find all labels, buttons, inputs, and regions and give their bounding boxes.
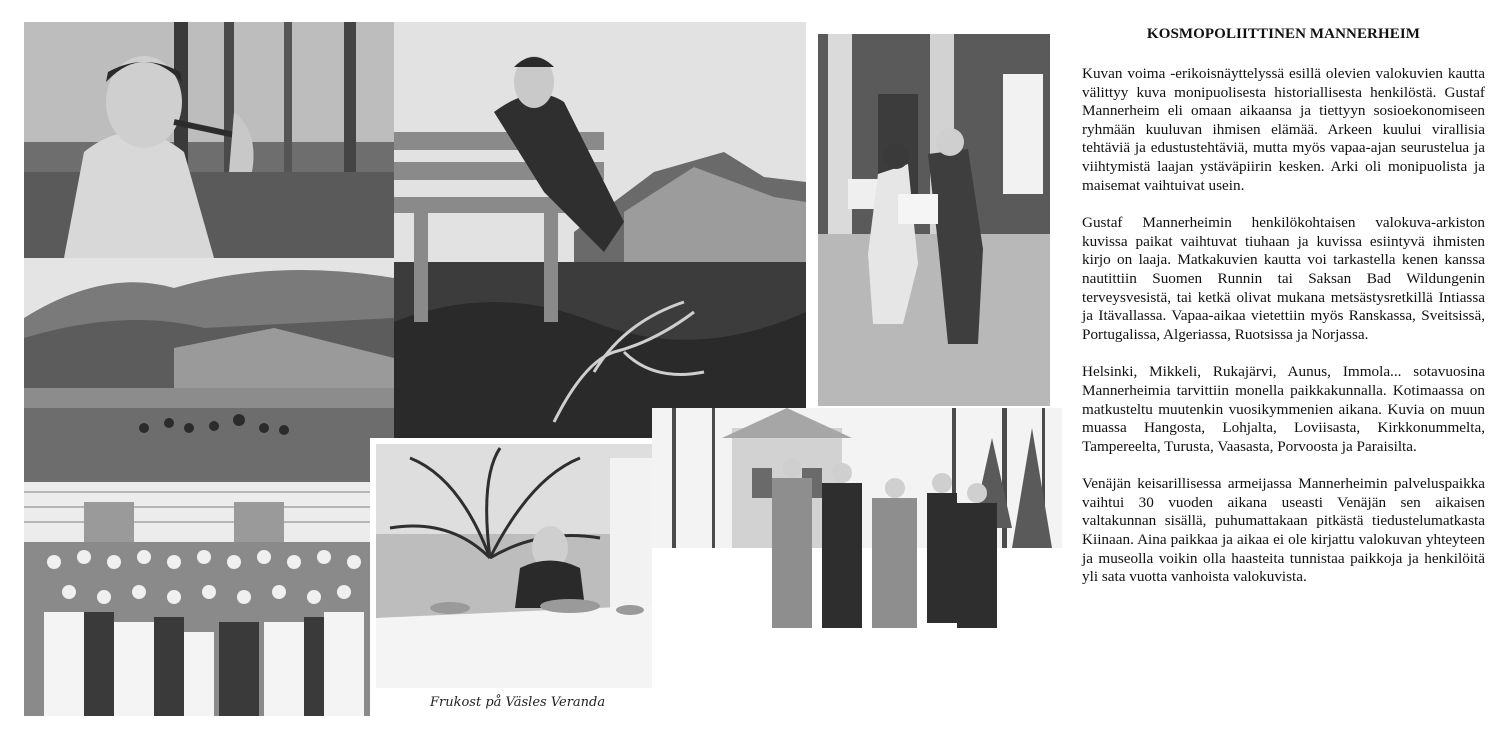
- article-title: KOSMOPOLIITTINEN MANNERHEIM: [1146, 26, 1421, 42]
- photo-man-on-bench-mountains: [394, 22, 806, 438]
- photo-group-portrait: [24, 482, 370, 716]
- photo-seaside-swimmers: [24, 258, 394, 482]
- article-paragraph-1: Kuvan voima -erikoisnäyttelyssä esillä olevien valokuvien kautta välittyy kuva monipuolisesta historiallisesta henkilöstä. Gustaf Mannerheim eli omaan aikaansa ja tiettyyn sosioekonomiseen ryhmään kuuluvan ihmisen elämää. Arkeen kuului virallisia tehtäviä ja edustustehtäviä, mutta myös vapaa-ajan seurustelua ja viihtymistä laajan ystäväpiirin kesken. Arki oli monipuolista ja maisemat vaihtuivat usein.: [1082, 65, 1485, 194]
- article-paragraph-2: Gustaf Mannerheimin henkilökohtaisen valokuva-arkiston kuvissa paikat vaihtuvat tiuhaan ja kuvissa esiintyvä ihmisten kirjo on laaja. Matkakuvien kautta voi tarkastella kenen kanssa nautittiin Suomen Runnin tai Saksan Bad Wildungenin terveysvesistä, tai ketkä olivat mukana metsästysretkillä Intiassa ja Itävallassa. Vapaa-aikaa vietettiin myös Ranskassa, Sveitsissä, Portugalissa, Algeriassa, Ruotsissa ja Norjassa.: [1082, 214, 1485, 343]
- photo-group-in-snow: [652, 408, 1062, 716]
- photo-couple-colonnade: [818, 34, 1050, 406]
- article-paragraph-4: Venäjän keisarillisessa armeijassa Mannerheimin palveluspaikka vaihtui 30 vuoden aikana useasti Venäjän sen aikaisen valtakunnan sisällä, puhumattakaan pitkästä tiedustelumatkasta Kiinaan. Aina paikkaa ja aikaa ei ole kirjattu valokuvan yhteyteen ja museolla voikin olla haasteita tunnistaa paikkoja ja henkilöitä yli sata vuotta vanhoista valokuvista.: [1082, 475, 1485, 586]
- photo-man-with-pipe: [24, 22, 394, 258]
- handwritten-caption: Frukost på Väsles Veranda: [430, 695, 606, 710]
- article: [1082, 26, 1485, 606]
- article-paragraph-3: Helsinki, Mikkeli, Rukajärvi, Aunus, Immola... sotavuosina Mannerheimia tarvittiin monella paikkakunnalla. Kotimaassa on matkusteltu muutenkin vuosikymmenien aikana. Kuvia on muun muassa Hangosta, Lohjalta, Loviisasta, Kirkkonummelta, Tampereelta, Turusta, Vaasasta, Porvoosta ja Paraisilta.: [1082, 363, 1485, 455]
